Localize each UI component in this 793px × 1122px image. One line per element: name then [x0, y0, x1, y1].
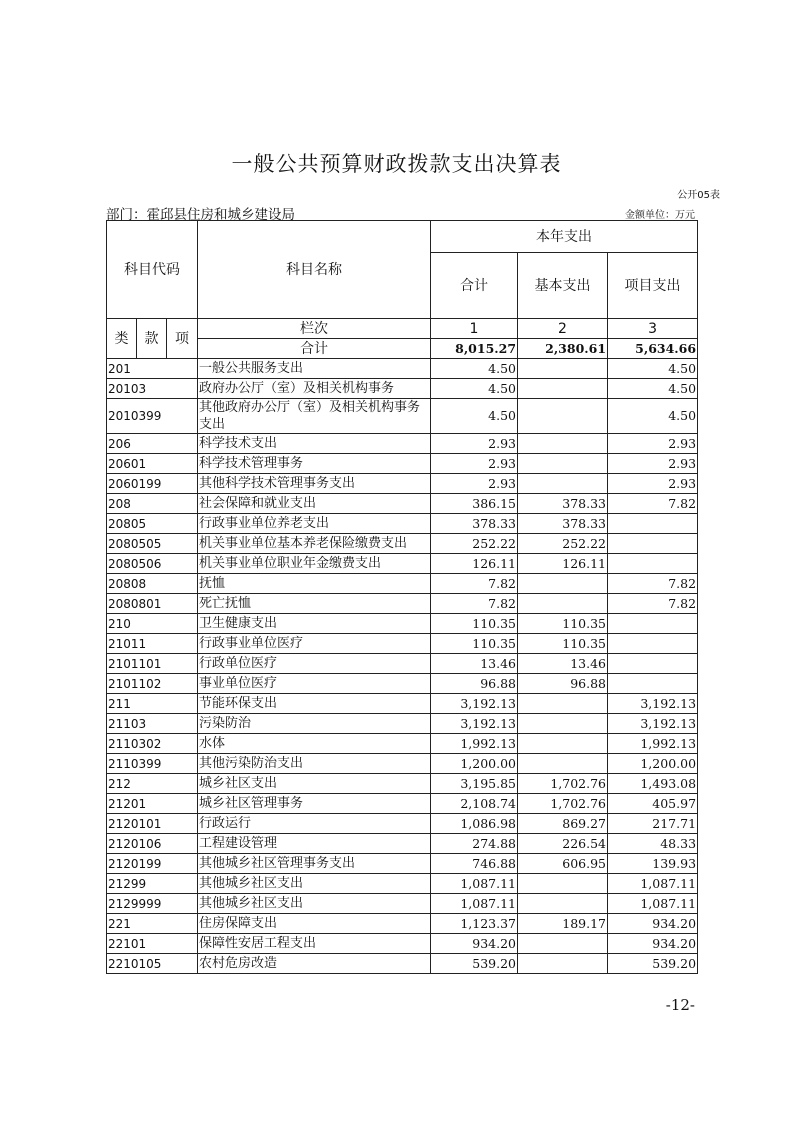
row-basic: 1,702.76 [518, 794, 608, 814]
row-code: 2120106 [107, 834, 198, 854]
row-code: 21011 [107, 634, 198, 654]
row-basic: 1,702.76 [518, 774, 608, 794]
header-current-year: 本年支出 [431, 221, 698, 253]
row-name: 机关事业单位职业年金缴费支出 [198, 554, 431, 574]
row-basic [518, 754, 608, 774]
row-basic [518, 434, 608, 454]
row-code: 2129999 [107, 894, 198, 914]
row-basic: 378.33 [518, 494, 608, 514]
header-section: 款 [137, 319, 167, 359]
row-total: 4.50 [431, 399, 518, 434]
table-row [107, 694, 698, 714]
row-code: 2120101 [107, 814, 198, 834]
row-project: 539.20 [608, 954, 698, 974]
row-basic [518, 399, 608, 434]
row-name: 科学技术支出 [198, 434, 431, 454]
row-basic: 96.88 [518, 674, 608, 694]
header-project: 项目支出 [608, 253, 698, 319]
row-basic: 226.54 [518, 834, 608, 854]
row-project: 934.20 [608, 934, 698, 954]
expenditure-table [106, 220, 698, 974]
header-basic: 基本支出 [518, 253, 608, 319]
row-name: 城乡社区管理事务 [198, 794, 431, 814]
header-total: 合计 [431, 253, 518, 319]
row-total: 2,108.74 [431, 794, 518, 814]
row-project: 7.82 [608, 594, 698, 614]
row-name: 其他城乡社区管理事务支出 [198, 854, 431, 874]
total-label: 合计 [198, 339, 431, 359]
row-code: 2120199 [107, 854, 198, 874]
table-row [107, 674, 698, 694]
row-code: 210 [107, 614, 198, 634]
row-project: 217.71 [608, 814, 698, 834]
row-name: 保障性安居工程支出 [198, 934, 431, 954]
table-row [107, 399, 698, 434]
page-title: 一般公共预算财政拨款支出决算表 [231, 152, 562, 176]
row-code: 2110399 [107, 754, 198, 774]
row-code: 21299 [107, 874, 198, 894]
row-basic [518, 454, 608, 474]
row-project: 2.93 [608, 474, 698, 494]
row-total: 13.46 [431, 654, 518, 674]
row-name: 其他污染防治支出 [198, 754, 431, 774]
row-code: 2210105 [107, 954, 198, 974]
row-project: 1,493.08 [608, 774, 698, 794]
row-project: 1,087.11 [608, 894, 698, 914]
row-code: 20805 [107, 514, 198, 534]
row-total: 2.93 [431, 454, 518, 474]
header-col1: 1 [431, 319, 518, 339]
row-project [608, 554, 698, 574]
table-row [107, 754, 698, 774]
row-project: 1,992.13 [608, 734, 698, 754]
row-basic [518, 474, 608, 494]
row-code: 221 [107, 914, 198, 934]
row-basic [518, 954, 608, 974]
row-code: 20601 [107, 454, 198, 474]
table-row [107, 774, 698, 794]
row-project [608, 674, 698, 694]
row-name: 其他政府办公厅（室）及相关机构事务支出 [198, 399, 431, 434]
row-project: 405.97 [608, 794, 698, 814]
row-total: 1,992.13 [431, 734, 518, 754]
row-total: 110.35 [431, 614, 518, 634]
row-basic [518, 874, 608, 894]
row-code: 2101102 [107, 674, 198, 694]
row-name: 行政事业单位医疗 [198, 634, 431, 654]
row-project: 7.82 [608, 494, 698, 514]
row-code: 208 [107, 494, 198, 514]
header-class: 类 [107, 319, 137, 359]
row-name: 事业单位医疗 [198, 674, 431, 694]
row-project: 3,192.13 [608, 714, 698, 734]
row-name: 一般公共服务支出 [198, 359, 431, 379]
table-row [107, 614, 698, 634]
row-total: 1,087.11 [431, 874, 518, 894]
table-row [107, 834, 698, 854]
row-total: 378.33 [431, 514, 518, 534]
row-total: 2.93 [431, 434, 518, 454]
table-row [107, 634, 698, 654]
row-project: 934.20 [608, 914, 698, 934]
row-name: 卫生健康支出 [198, 614, 431, 634]
table-row [107, 379, 698, 399]
table-row [107, 814, 698, 834]
table-row [107, 894, 698, 914]
row-code: 2080801 [107, 594, 198, 614]
row-basic: 13.46 [518, 654, 608, 674]
row-name: 城乡社区支出 [198, 774, 431, 794]
row-total: 3,192.13 [431, 714, 518, 734]
row-total: 96.88 [431, 674, 518, 694]
total-basic: 2,380.61 [518, 339, 608, 359]
row-basic [518, 359, 608, 379]
row-total: 274.88 [431, 834, 518, 854]
table-row [107, 434, 698, 454]
row-code: 2080505 [107, 534, 198, 554]
table-row [107, 734, 698, 754]
row-name: 行政事业单位养老支出 [198, 514, 431, 534]
row-project [608, 614, 698, 634]
header-column-order: 栏次 [198, 319, 431, 339]
row-code: 21201 [107, 794, 198, 814]
row-name: 节能环保支出 [198, 694, 431, 714]
row-project [608, 634, 698, 654]
table-row [107, 654, 698, 674]
row-code: 2010399 [107, 399, 198, 434]
table-row [107, 454, 698, 474]
row-total: 110.35 [431, 634, 518, 654]
table-row [107, 554, 698, 574]
row-name: 抚恤 [198, 574, 431, 594]
row-project: 3,192.13 [608, 694, 698, 714]
row-name: 农村危房改造 [198, 954, 431, 974]
row-project: 7.82 [608, 574, 698, 594]
row-code: 2101101 [107, 654, 198, 674]
header-item: 项 [167, 319, 198, 359]
row-project: 4.50 [608, 399, 698, 434]
total-total: 8,015.27 [431, 339, 518, 359]
row-basic: 110.35 [518, 634, 608, 654]
row-code: 20103 [107, 379, 198, 399]
row-total: 126.11 [431, 554, 518, 574]
form-number: 公开05表 [677, 190, 720, 201]
row-project [608, 654, 698, 674]
row-total: 3,195.85 [431, 774, 518, 794]
total-project: 5,634.66 [608, 339, 698, 359]
row-project [608, 514, 698, 534]
table-row [107, 854, 698, 874]
row-name: 住房保障支出 [198, 914, 431, 934]
row-code: 20808 [107, 574, 198, 594]
row-name: 水体 [198, 734, 431, 754]
row-name: 其他科学技术管理事务支出 [198, 474, 431, 494]
row-total: 2.93 [431, 474, 518, 494]
row-total: 7.82 [431, 574, 518, 594]
row-project: 1,087.11 [608, 874, 698, 894]
row-total: 4.50 [431, 359, 518, 379]
row-name: 其他城乡社区支出 [198, 894, 431, 914]
table-row [107, 934, 698, 954]
row-total: 1,086.98 [431, 814, 518, 834]
row-basic: 189.17 [518, 914, 608, 934]
page-number: -12- [665, 996, 695, 1014]
table-row [107, 914, 698, 934]
row-basic [518, 694, 608, 714]
row-project: 1,200.00 [608, 754, 698, 774]
row-name: 社会保障和就业支出 [198, 494, 431, 514]
table-row [107, 514, 698, 534]
row-name: 工程建设管理 [198, 834, 431, 854]
row-basic: 378.33 [518, 514, 608, 534]
table-row [107, 954, 698, 974]
row-name: 死亡抚恤 [198, 594, 431, 614]
table-row [107, 794, 698, 814]
row-basic [518, 894, 608, 914]
row-name: 行政单位医疗 [198, 654, 431, 674]
table-row [107, 594, 698, 614]
row-code: 206 [107, 434, 198, 454]
row-code: 21103 [107, 714, 198, 734]
table-row [107, 474, 698, 494]
row-basic [518, 934, 608, 954]
row-code: 212 [107, 774, 198, 794]
table-row [107, 874, 698, 894]
row-project: 4.50 [608, 359, 698, 379]
row-name: 污染防治 [198, 714, 431, 734]
row-project: 139.93 [608, 854, 698, 874]
row-project: 4.50 [608, 379, 698, 399]
row-basic: 252.22 [518, 534, 608, 554]
row-name: 其他城乡社区支出 [198, 874, 431, 894]
header-code: 科目代码 [107, 221, 198, 319]
row-code: 22101 [107, 934, 198, 954]
header-col2: 2 [518, 319, 608, 339]
row-total: 539.20 [431, 954, 518, 974]
row-basic: 126.11 [518, 554, 608, 574]
header-col3: 3 [608, 319, 698, 339]
row-total: 746.88 [431, 854, 518, 874]
row-code: 201 [107, 359, 198, 379]
row-total: 934.20 [431, 934, 518, 954]
row-total: 1,123.37 [431, 914, 518, 934]
table-row [107, 534, 698, 554]
row-total: 7.82 [431, 594, 518, 614]
row-basic [518, 594, 608, 614]
row-total: 1,087.11 [431, 894, 518, 914]
row-total: 386.15 [431, 494, 518, 514]
row-basic [518, 574, 608, 594]
department-label: 部门：霍邱县住房和城乡建设局 [106, 207, 295, 223]
row-code: 2060199 [107, 474, 198, 494]
row-basic [518, 714, 608, 734]
row-basic [518, 734, 608, 754]
table-row [107, 574, 698, 594]
table-row [107, 714, 698, 734]
row-total: 1,200.00 [431, 754, 518, 774]
row-project: 2.93 [608, 454, 698, 474]
row-basic: 110.35 [518, 614, 608, 634]
row-project: 2.93 [608, 434, 698, 454]
row-name: 机关事业单位基本养老保险缴费支出 [198, 534, 431, 554]
row-total: 3,192.13 [431, 694, 518, 714]
row-project: 48.33 [608, 834, 698, 854]
row-total: 4.50 [431, 379, 518, 399]
row-total: 252.22 [431, 534, 518, 554]
row-basic: 869.27 [518, 814, 608, 834]
header-name: 科目名称 [198, 221, 431, 319]
row-project [608, 534, 698, 554]
table-row [107, 494, 698, 514]
unit-label: 金额单位：万元 [625, 210, 695, 221]
row-code: 211 [107, 694, 198, 714]
row-basic: 606.95 [518, 854, 608, 874]
table-row [107, 359, 698, 379]
row-basic [518, 379, 608, 399]
row-name: 政府办公厅（室）及相关机构事务 [198, 379, 431, 399]
row-name: 科学技术管理事务 [198, 454, 431, 474]
row-name: 行政运行 [198, 814, 431, 834]
row-code: 2110302 [107, 734, 198, 754]
row-code: 2080506 [107, 554, 198, 574]
